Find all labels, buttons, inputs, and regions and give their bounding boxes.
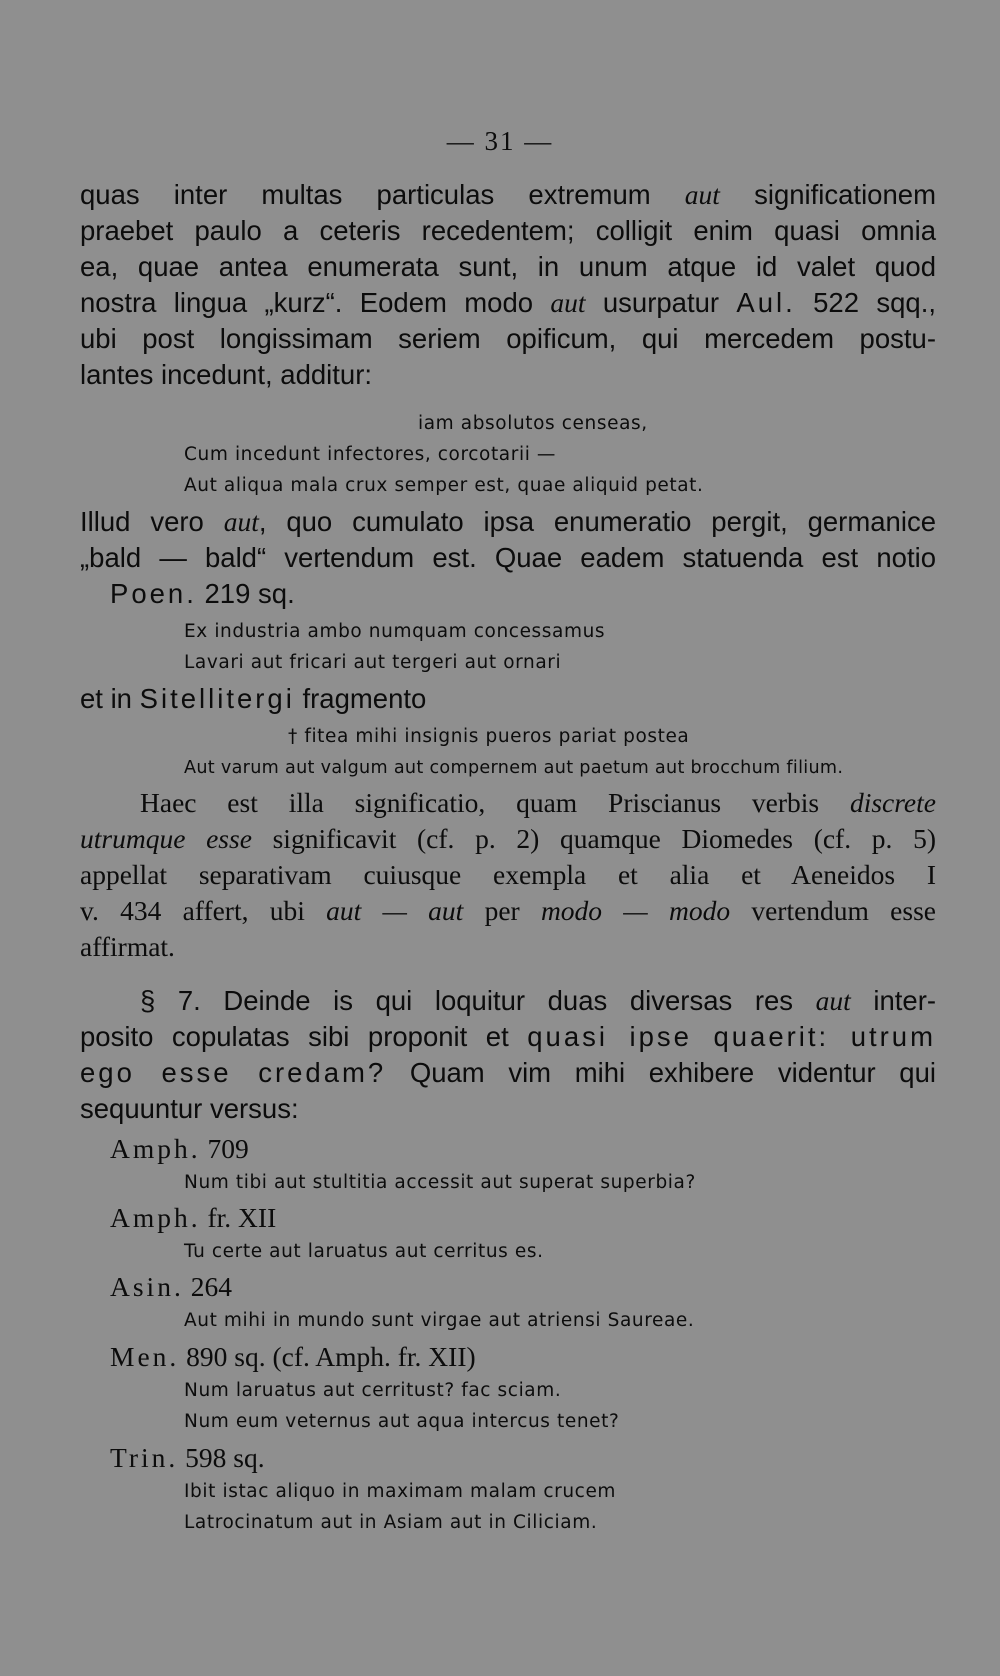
verse-line: Num laruatus aut cerritust? fac sciam.: [184, 1380, 562, 1401]
section-heading-line: § 7. Deinde is qui loquitur duas diversas res aut inter-: [140, 985, 937, 1016]
verse-line: Aut aliqua mala crux semper est, quae aliquid petat.: [184, 475, 704, 496]
text-line: ubi post longissimam seriem opificum, qui mercedem postu-: [80, 323, 936, 354]
citation-ref: Trin. 598 sq.: [110, 1442, 265, 1473]
text-line: v. 434 affert, ubi aut — aut per modo — modo vertendum esse: [80, 895, 936, 926]
text-line: posito copulatas sibi proponit et quasi ipse quaerit: utrum: [80, 1021, 936, 1052]
text-line: ego esse credam? Quam vim mihi exhibere videntur qui: [80, 1057, 936, 1088]
text-line: „bald — bald“ vertendum est. Quae eadem statuenda est notio: [80, 542, 936, 573]
text-line: Illud vero aut, quo cumulato ipsa enumeratio pergit, germanice: [80, 506, 936, 537]
text-line: utrumque esse significavit (cf. p. 2) quamque Diomedes (cf. p. 5): [80, 823, 936, 854]
page-number: — 31 —: [446, 126, 554, 156]
citation-ref: Men. 890 sq. (cf. Amph. fr. XII): [110, 1341, 476, 1372]
text-line: appellat separativam cuiusque exempla et alia et Aeneidos I: [80, 859, 936, 890]
citation-ref: Asin. 264: [110, 1271, 232, 1302]
text-line: praebet paulo a ceteris recedentem; colligit enim quasi omnia: [80, 215, 936, 246]
verse-line: Aut varum aut valgum aut compernem aut paetum aut brocchum filium.: [184, 758, 844, 778]
text-line: Poen. 219 sq.: [110, 578, 295, 609]
verse-line: Ex industria ambo numquam concessamus: [184, 621, 606, 642]
verse-line: Tu certe aut laruatus aut cerritus es.: [184, 1241, 544, 1262]
verse-line: Num eum veternus aut aqua intercus tenet?: [184, 1411, 620, 1432]
verse-line: Aut mihi in mundo sunt virgae aut atriensi Saureae.: [184, 1310, 695, 1331]
verse-line: Lavari aut fricari aut tergeri aut ornari: [184, 652, 562, 673]
verse-line: Num tibi aut stultitia accessit aut superat superbia?: [184, 1172, 696, 1193]
verse-line: Latrocinatum aut in Asiam aut in Ciliciam.: [184, 1512, 598, 1533]
verse-line: iam absolutos censeas,: [418, 413, 648, 434]
text-line: et in Sitellitergi fragmento: [80, 683, 427, 714]
verse-line: Ibit istac aliquo in maximam malam crucem: [184, 1481, 617, 1502]
text-line: ea, quae antea enumerata sunt, in unum atque id valet quod: [80, 251, 936, 282]
verse-line: Cum incedunt infectores, corcotarii —: [184, 444, 557, 465]
text-line: affirmat.: [80, 931, 175, 962]
text-line: nostra lingua „kurz“. Eodem modo aut usurpatur Aul. 522 sqq.,: [80, 287, 936, 318]
citation-ref: Amph. 709: [110, 1133, 249, 1164]
text-line: quas inter multas particulas extremum aut significationem: [80, 179, 936, 210]
text-line: lantes incedunt, additur:: [80, 359, 372, 390]
text-line: sequuntur versus:: [80, 1093, 299, 1124]
text-line: Haec est illa significatio, quam Priscianus verbis discrete: [140, 787, 936, 818]
verse-line: † fitea mihi insignis pueros pariat postea: [288, 726, 690, 747]
citation-ref: Amph. fr. XII: [110, 1202, 277, 1233]
